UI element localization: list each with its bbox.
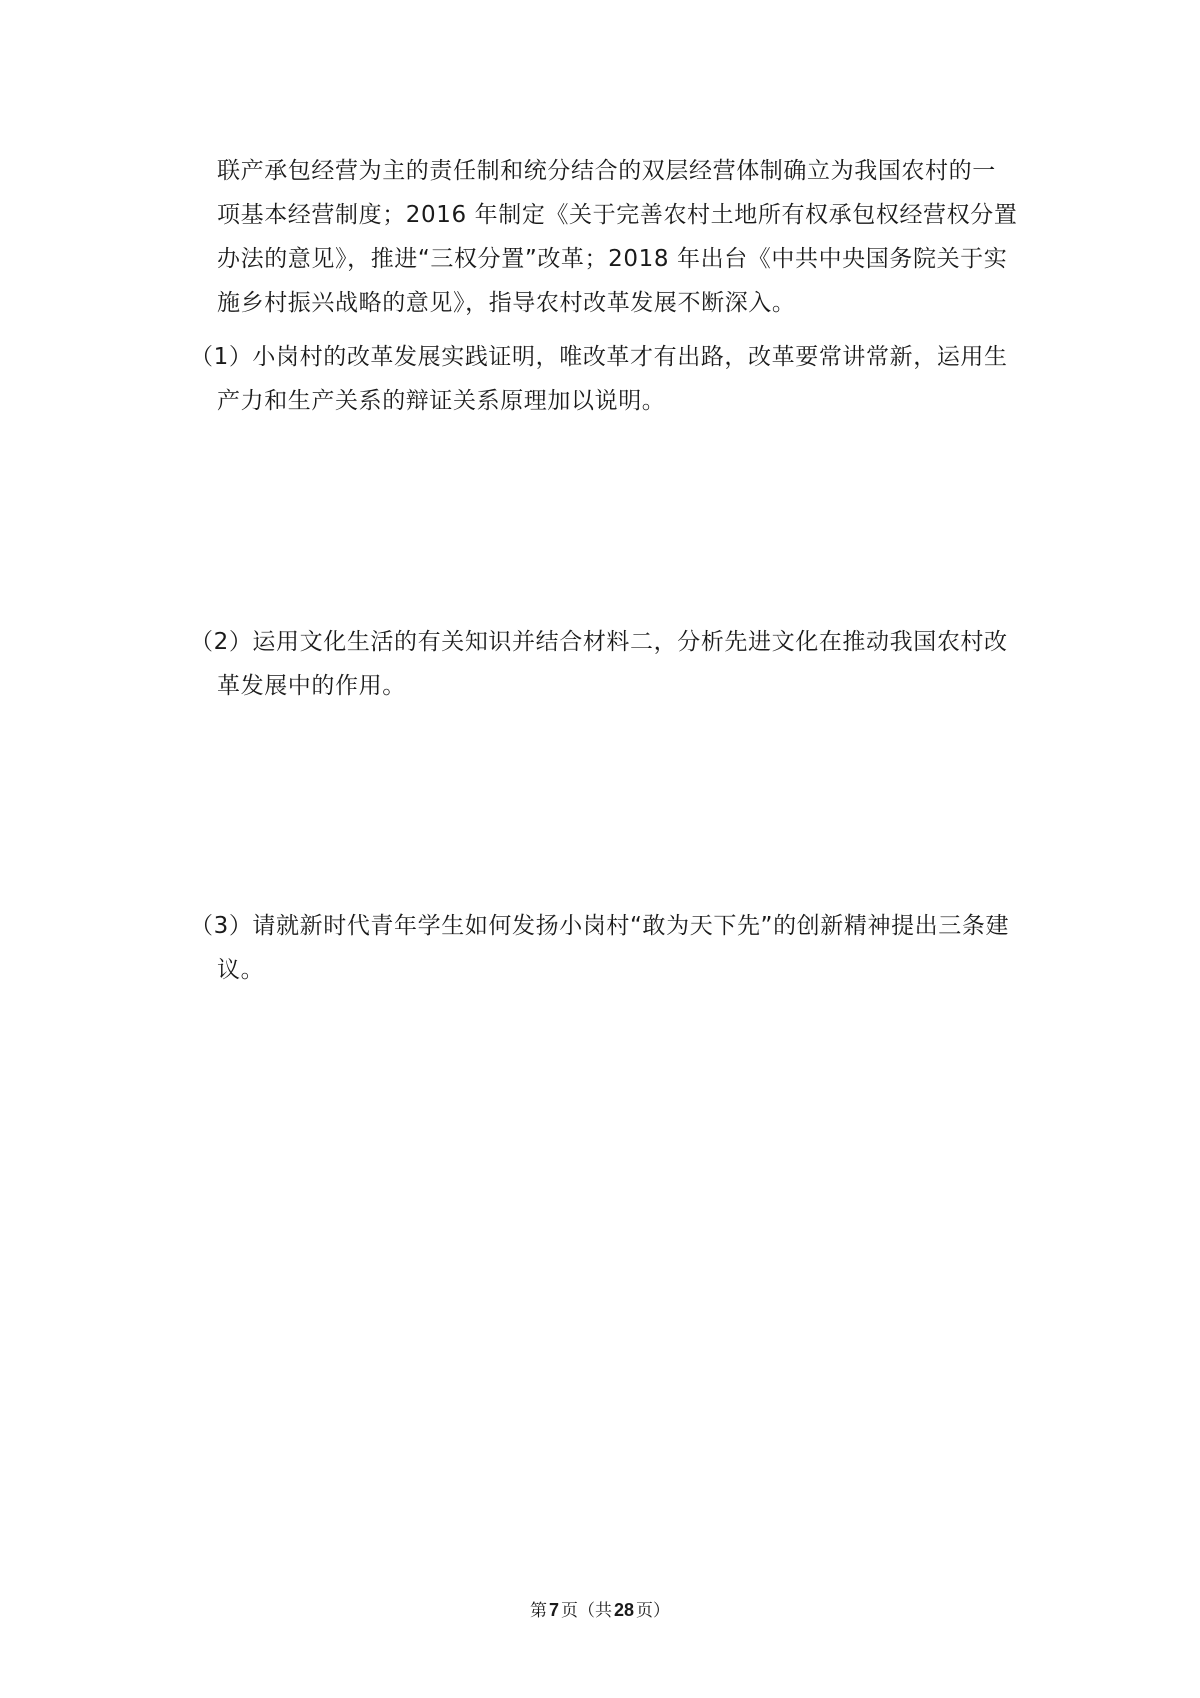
question-2 — [190, 620, 1008, 708]
page-footer — [0, 1596, 1200, 1621]
question-line: （1）小岗村的改革发展实践证明，唯改革才有出路，改革要常讲常新，运用生 — [190, 344, 1008, 370]
question-3 — [190, 904, 1009, 992]
intro-paragraph — [217, 149, 1017, 325]
current-page-number: 7 — [548, 1600, 559, 1620]
total-page-count: 28 — [613, 1600, 635, 1620]
question-line: （2）运用文化生活的有关知识并结合材料二，分析先进文化在推动我国农村改 — [190, 629, 1008, 655]
footer-middle: 页（共 — [560, 1601, 612, 1621]
question-1 — [190, 335, 1008, 423]
question-line: （3）请就新时代青年学生如何发扬小岗村“敢为天下先”的创新精神提出三条建 — [190, 913, 1010, 939]
question-line: 革发展中的作用。 — [217, 673, 406, 699]
footer-prefix: 第 — [529, 1601, 547, 1621]
question-line: 产力和生产关系的辩证关系原理加以说明。 — [217, 388, 666, 414]
paragraph-line: 联产承包经营为主的责任制和统分结合的双层经营体制确立为我国农村的一 — [217, 158, 996, 184]
question-line: 议。 — [217, 957, 265, 983]
paragraph-line: 施乡村振兴战略的意见》，指导农村改革发展不断深入。 — [217, 290, 796, 316]
footer-suffix: 页） — [636, 1601, 671, 1621]
paragraph-line: 项基本经营制度；2016 年制定《关于完善农村土地所有权承包权经营权分置 — [217, 202, 1018, 228]
paragraph-line: 办法的意见》，推进“三权分置”改革；2018 年出台《中共中央国务院关于实 — [217, 246, 1008, 272]
